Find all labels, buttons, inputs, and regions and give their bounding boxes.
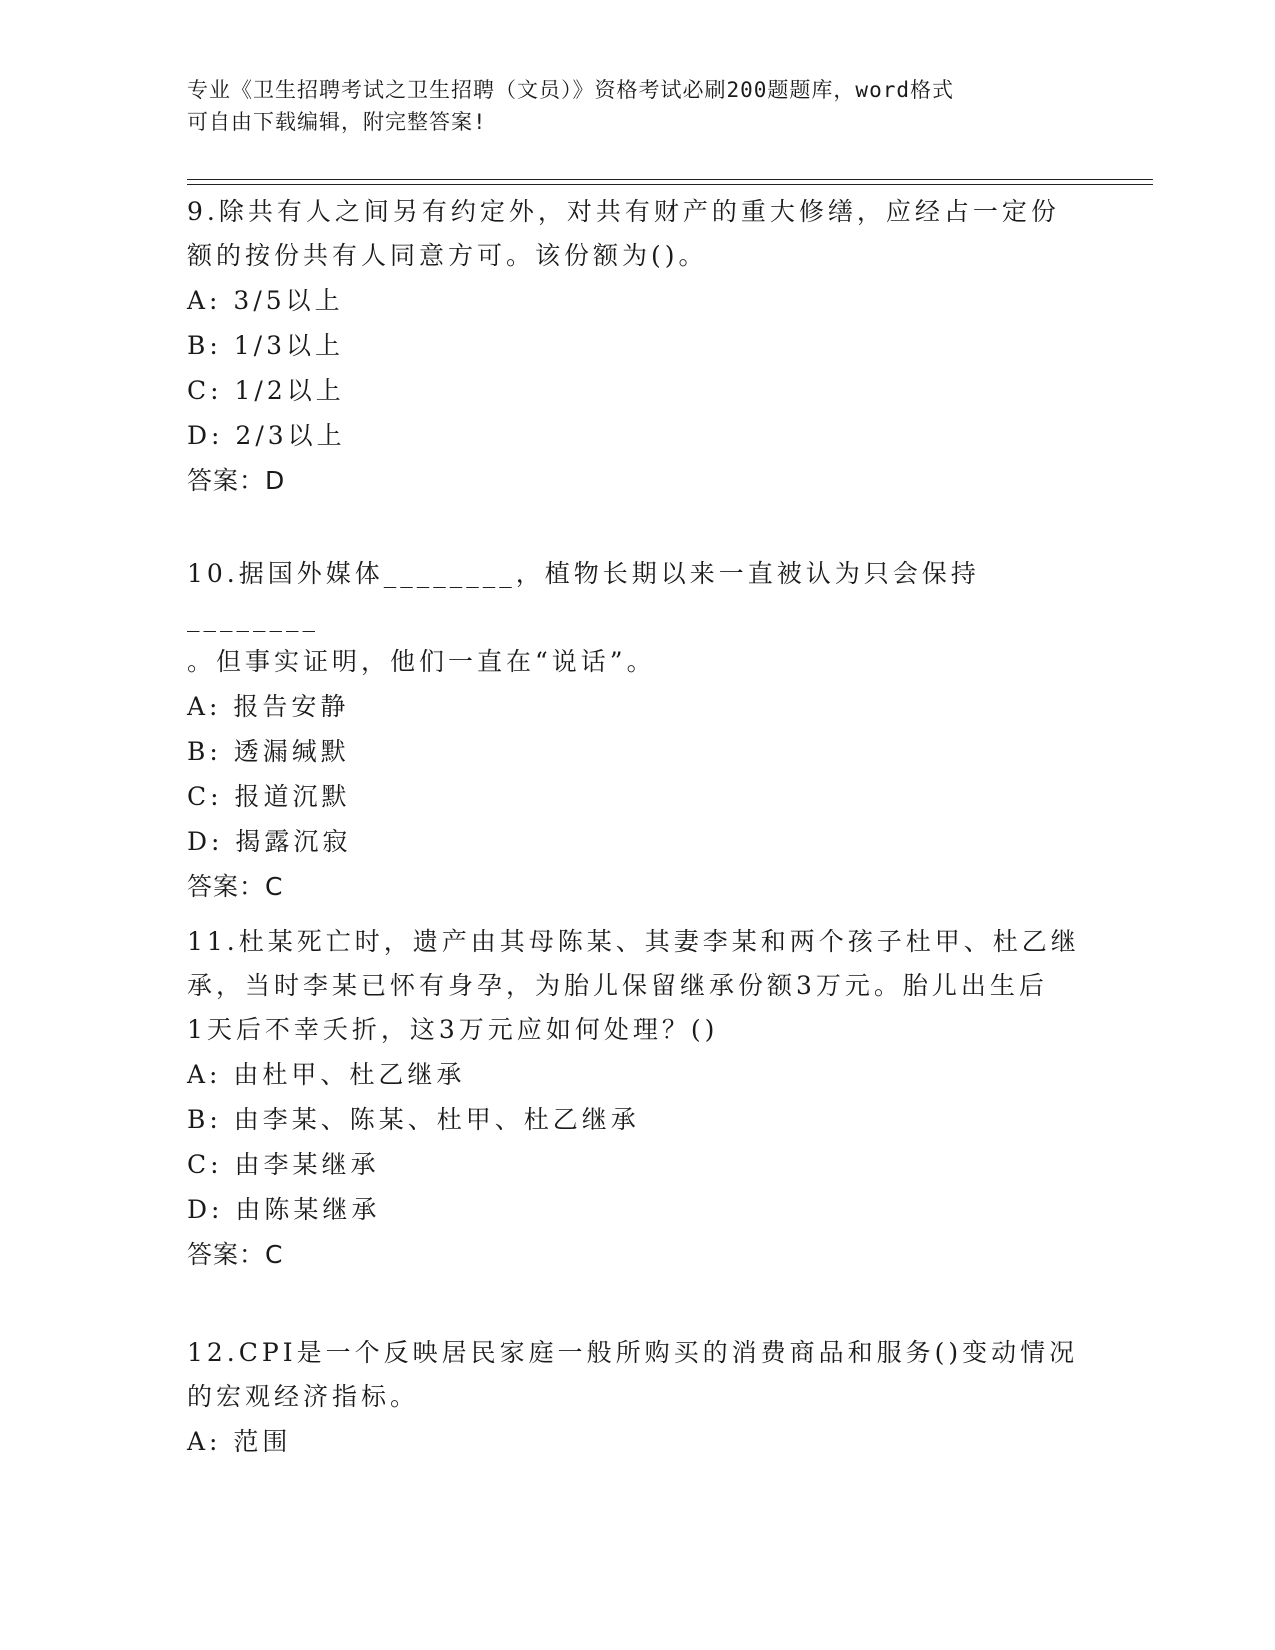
question-stem-line: 额的按份共有人同意方可。该份额为()。 xyxy=(187,241,708,270)
question-10 xyxy=(187,552,1087,909)
option-a: A: 范围 xyxy=(187,1427,292,1456)
question-stem-line: 。但事实证明，他们一直在“说话”。 xyxy=(187,647,656,676)
answer-line: 答案：C xyxy=(187,1240,284,1269)
header-divider-top xyxy=(187,179,1153,180)
question-stem-line: 承，当时李某已怀有身孕，为胎儿保留继承份额3万元。胎儿出生后 xyxy=(187,971,1048,1000)
option-b: B: 1/3以上 xyxy=(187,331,344,360)
question-11 xyxy=(187,920,1087,1277)
option-a: A: 报告安静 xyxy=(187,692,350,721)
question-stem-line: 10.据国外媒体________，植物长期以来一直被认为只会保持________ xyxy=(187,559,980,632)
option-c: C: 报道沉默 xyxy=(187,782,351,811)
question-12 xyxy=(187,1331,1087,1464)
question-9 xyxy=(187,190,1087,503)
option-d: D: 揭露沉寂 xyxy=(187,827,352,856)
option-b: B: 透漏缄默 xyxy=(187,737,350,766)
answer-line: 答案：C xyxy=(187,872,284,901)
option-b: B: 由李某、陈某、杜甲、杜乙继承 xyxy=(187,1105,640,1134)
option-c: C: 1/2以上 xyxy=(187,376,345,405)
header-line-2: 可自由下载编辑，附完整答案! xyxy=(187,110,487,134)
question-stem-line: 的宏观经济指标。 xyxy=(187,1382,420,1411)
question-stem-line: 12.CPI是一个反映居民家庭一般所购买的消费商品和服务()变动情况 xyxy=(187,1338,1079,1367)
header-divider-bottom xyxy=(187,184,1153,185)
option-c: C: 由李某继承 xyxy=(187,1150,380,1179)
question-stem-line: 11.杜某死亡时，遗产由其母陈某、其妻李某和两个孩子杜甲、杜乙继 xyxy=(187,927,1080,956)
question-stem-line: 9.除共有人之间另有约定外，对共有财产的重大修缮，应经占一定份 xyxy=(187,197,1060,226)
option-a: A: 由杜甲、杜乙继承 xyxy=(187,1060,466,1089)
header-line-1: 专业《卫生招聘考试之卫生招聘（文员）》资格考试必刷200题题库，word格式 xyxy=(187,78,954,102)
option-a: A: 3/5以上 xyxy=(187,286,344,315)
option-d: D: 2/3以上 xyxy=(187,421,346,450)
answer-line: 答案：D xyxy=(187,466,286,495)
option-d: D: 由陈某继承 xyxy=(187,1195,381,1224)
question-stem-line: 1天后不幸夭折，这3万元应如何处理？() xyxy=(187,1015,719,1044)
document-header xyxy=(187,74,1067,138)
